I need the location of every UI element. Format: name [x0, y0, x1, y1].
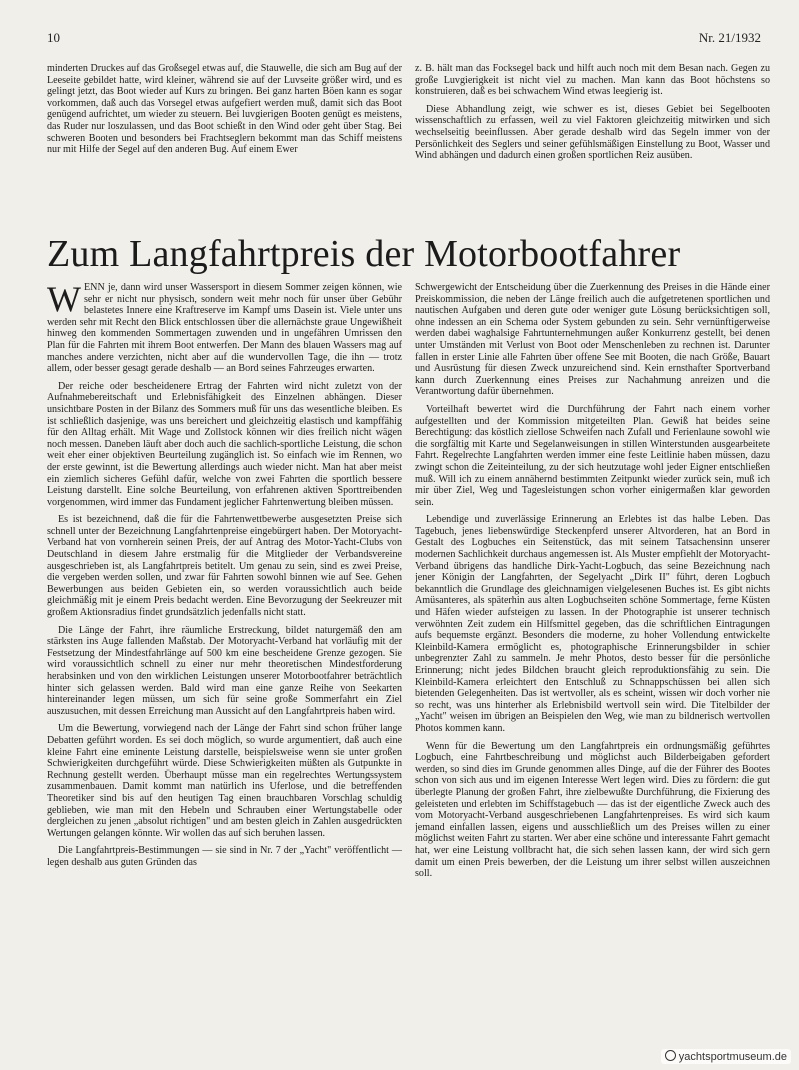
top-right-paragraph: z. B. hält man das Focksegel back und hilft auch noch mit dem Besan nach. Gegen zu große Luvgierigkeit ist nicht viel zu machen. Man kann das Boot höchstens so konstruieren, daß es bei schwachem Wind etwas leegierig ist. — [415, 63, 770, 98]
article-paragraph: Wenn für die Bewertung um den Langfahrtpreis ein ordnungsmäßig geführtes Logbuch, eine Fahrtbeschreibung und möglichst auch Bilderbeigaben gefordert werden, so sind dies im Grunde genommen alles Dinge, auf die der Führer des Bootes schon von sich aus und im eigenen Interesse Wert legen wird. Dies zu fördern: die gut überlegte Planung der großen Fahrt, ihre zielbewußte Durchführung, die Fixierung des geleisteten und erlebten im Schiffstagebuch — das ist der eigentliche Zweck auch des vom Motoryacht-Verband ausgeschriebenen Langfahrtenpreises. Es wird sich kaum jemand einfallen lassen, eigens und ausschließlich um des Preises willen zu einer möglichst weiten Fahrt zu starten. Wer aber eine schöne und interessante Fahrt gemacht hat, wer eine Leistung vollbracht hat, die sich sehen lassen kann, der wird sich gern damit um einen Preis bewerben, der die Leistung um ihrer selbst willen auszeichnen soll. — [415, 740, 770, 880]
article-paragraph: Lebendige und zuverlässige Erinnerung an Erlebtes ist das halbe Leben. Das Tagebuch, jenes liebenswürdige Steckenpferd unserer Altvorderen, hat an Bord in Gestalt des Logbuches ein Seitenstück, das mit seinem Tatsachensinn unserer modernen Sachlichkeit durchaus angemessen ist. Als Muster empfiehlt der Motoryacht-Verband übrigens das handliche Dirk-Yacht-Logbuch, das seine Bezeichnung nach jener Königin der Langfahrten, der Segelyacht „Dirk II" führt, deren Logbuch bekanntlich die Grundlage des gleichnamigen vielgelesenen Buches ist. Es gibt nichts Amüsanteres, als späterhin aus alten Logbuchseiten schöne Sommertage, ferne Küsten und Häfen wieder aufsteigen zu lassen. In der Photographie ist unserer technisch verwöhnten Zeit zudem ein Hilfsmittel gegeben, das die schriftlichen Eintragungen aufs bequemste ergänzt. Besonders die moderne, zu hoher Vollendung entwickelte Kleinbild-Kamera ermöglicht es, photographische Erinnerungsbilder in schier unbegrenzter Zahl zu sammeln. Je mehr Photos, desto besser für die persönliche Erinnerung; nicht jedes Bildchen braucht gleich reproduktionsfähig zu sein. Die Kleinbild-Kamera erleichtert den Entschluß zu Schnappschüssen bei allen sich bietenden Gelegenheiten. Das ist wertvoller, als es scheint, wissen wir doch vorher nie so recht, was uns hinterher als Erlebnisbild wertvoll sein wird. Die Titelbilder der „Yacht" weisen im übrigen an Beispielen den Weg, wie man zu bildnerisch wertvollen Photos kommen kann. — [415, 514, 770, 734]
article-paragraph: Der reiche oder bescheidenere Ertrag der Fahrten wird nicht zuletzt von der Aufnahmebereitschaft und Erlebnisfähigkeit des Einzelnen abhängen. Dieser unsichtbare Posten in der Bilanz des Sommers muß für uns das wesentliche bleiben. Es ist schließlich dasjenige, was uns bereichert und gleichzeitig elastisch und kampffähig für den Alltag erhält. Mit Wage und Zollstock können wir dies freilich nicht wägen noch messen. Daneben läuft aber doch auch die sachlich-sportliche Leistung, die schon weit eher einer objektiven Beurteilung zugänglich ist. So einfach wie im Rennen, wo der erste gewinnt, ist die Bewertung allerdings auch wieder nicht. Man hat aber meist ein ziemlich sicheres Gefühl dafür, welche von zwei Fahrten die sportlich bessere Leistung darstellt. Eine solche Beurteilung, von erfahrenen aktiven Sporttreibenden vorgenommen, wird immer das Fundament jeglicher Fahrtenwertung bleiben müssen. — [47, 380, 402, 508]
article-paragraph: Die Länge der Fahrt, ihre räumliche Erstreckung, bildet naturgemäß den am stärksten ins Auge fallenden Maßstab. Der Motoryacht-Verband hat vorläufig mit der Festsetzung der Mindestfahrlänge auf 500 km eine bescheidene Grenze gezogen. Sie wird voraussichtlich schnell zu einer nur mehr theoretischen Mindestforderung herabsinken und von den wirklichen Leistungen unserer Motorbootfahrer beträchtlich hinter sich gelassen werden. Bald wird man eine ganze Reihe von Seekarten hintereinander legen müssen, um sich für seine große Sommerfahrt ein Ziel auszusuchen, mit dessen Erreichung man Aussicht auf den Langfahrtpreis haben wird. — [47, 624, 402, 717]
issue-number: Nr. 21/1932 — [698, 30, 761, 45]
drop-cap: W — [47, 282, 81, 319]
top-left-column — [47, 63, 402, 203]
top-right-paragraph: Diese Abhandlung zeigt, wie schwer es ist, dieses Gebiet bei Segelbooten wissenschaftlich zu erfassen, weil zu viel Faktoren gleichzeitig mitwirken und sich wechselseitig beeinflussen. Aber gerade deshalb wird das Segeln immer von der Persönlichkeit des Seglers und seiner gefühlsmäßigen Einstellung zu Boot, Wasser und Wind abhängen und dadurch einen großen sportlichen Reiz ausüben. — [415, 103, 770, 162]
article-paragraph: Schwergewicht der Entscheidung über die Zuerkennung des Preises in die Hände einer Preiskommission, die neben der Länge freilich auch die aufgetretenen sportlichen und nautischen Aufgaben und deren gute oder weniger gute Lösung berücksichtigen soll, ohne indessen an ein Schema oder System gebunden zu sein. Sehr vernünftigerweise werden dabei waghalsige Fahrtunternehmungen außer Konkurrenz gestellt, bei denen unter Umständen mit Verlust von Boot oder Menschenleben zu rechnen ist. Darunter fallen in erster Linie alle Fahrten über offene See mit Booten, die nach Größe, Bauart und Ausrüstung für diesen Zweck unzureichend sind. Kein ernsthafter Sportverband kann durch Zuerkennung eines Preises zur Nachahmung anreizen und die Verantwortung dafür übernehmen. — [415, 282, 770, 398]
article-paragraph: Um die Bewertung, vorwiegend nach der Länge der Fahrt sind schon früher lange Debatten geführt worden. Es sei doch möglich, so wurde argumentiert, daß auch eine kleine Fahrt eine eminente Leistung darstelle, beispielsweise wenn sie unter großen Schwierigkeiten durchgeführt würde. Diese Schwierigkeiten müßten als Gutpunkte in Rechnung gestellt werden. Überhaupt müsse man ein regelrechtes Wertungssystem zusammenbauen. Damit kommt man natürlich ins Uferlose, und die betreffenden Theoretiker sind bis auf den heutigen Tag einen brauchbaren Vorschlag schuldig geblieben, wie man mit den Hebeln und Schrauben einer Wertungstabelle oder dergleichen zu jenen „absolut richtigen" und am besten gleich in Zahlen ausgedrückten Wertungen gelangen könnte. Wir wollen das auf sich beruhen lassen. — [47, 723, 402, 839]
lead-text: ENN je, dann wird unser Wassersport in diesem Sommer zeigen können, wie sehr er nicht nur physisch, sondern weit mehr noch für unser über Gebühr belastetes Innere eine Kraftreserve im Kampf ums Dasein ist. Viele unter uns werden sehr mit Recht den Blick entschlossen über die allernächste graue Ungewißheit hinweg den kommenden Sommertagen zuwenden und in ungefähren Umrissen den Plan für die Fahrten mit ihrem Boot entwerfen. Der Mann des blauen Wassers mag auf manches andere verzichten, nicht aber auf die wundervollen Tage, die ihn — trotz allem, oder besser gesagt gerade deshalb — an Bord seines Fahrzeuges erwarten. — [47, 282, 402, 375]
article-title: Zum Langfahrtpreis der Motorbootfahrer — [47, 233, 681, 275]
page-number: 10 — [47, 30, 60, 45]
watermark-text: yachtsportmuseum.de — [678, 1051, 787, 1063]
article-lead-paragraph — [47, 282, 402, 375]
article-paragraph: Die Langfahrtpreis-Bestimmungen — sie sind in Nr. 7 der „Yacht" veröffentlicht — legen deshalb aus guten Gründen das — [47, 845, 402, 868]
article-left-column — [47, 282, 402, 1027]
top-left-paragraph: minderten Druckes auf das Großsegel etwas auf, die Stauwelle, die sich am Bug auf der Leeseite gebildet hatte, wird kleiner, während sie auf der Luvseite größer wird, und es gelingt jetzt, das Boot wieder auf Kurs zu bringen. Bei ganz harten Böen kann es sogar vorkommen, daß auch das Vorsegel etwas aufgefiert werden muß, damit sich das Boot genügend aufrichtet, um wieder zu steuern. Bei luvgierigen Booten genügt es meistens, das Ruder nur loszulassen, und das Boot schießt in den Wind oder geht über Stag. Bei schweren Booten und besonders bei Frachtseglern bekommt man das Schiff meistens nur mit Hilfe der Segel auf den anderen Bug. Auf einem Ewer — [47, 63, 402, 156]
article-paragraph: Es ist bezeichnend, daß die für die Fahrtenwettbewerbe ausgesetzten Preise sich schnell unter der Bezeichnung Langfahrtenpreise eingebürgert haben. Der Motoryacht-Verband hat von vornherein seinen Preis, der auf Antrag des Motor-Yacht-Clubs von Deutschland in diesem Jahre erstmalig für die Mitglieder der Verbandsvereine ausgeschrieben ist, als Langfahrtpreis betitelt. Um genau zu sein, sind es zwei Preise, die vergeben werden sollen, und zwar für Fahrten sowohl binnen wie auf See. Gehen Bewerbungen aus beiden Gebieten ein, so werden voraussichtlich auch beide gleichmäßig mit je einem Preis bedacht werden. Eine Bevorzugung der Seekreuzer mit großem Aktionsradius findet grundsätzlich jedenfalls nicht statt. — [47, 514, 402, 619]
watermark — [661, 1049, 791, 1064]
article-paragraph: Vorteilhaft bewertet wird die Durchführung der Fahrt nach einem vorher aufgestellten und der Kommission mitgeteilten Plan. Gewiß hat beides seine Berechtigung: das köstlich ziellose Schweifen nach Zufall und Ferienlaune sowohl wie die sorgfältig mit Karte und Segelanweisungen in stillen Winterstunden ausgearbeitete Fahrt. Regelrechte Langfahrten werden immer eine feste Leitlinie haben müssen, dazu zwingt schon die Zeiteinteilung, zu der sich heutzutage wohl jeder Eigner entschließen muß. Will ich zu einem annähernd bestimmten Zeitpunkt wieder zurück sein, muß ich mir über Ziel, Weg und Tagesleistungen schon vorher einigermaßen klar geworden sein. — [415, 403, 770, 508]
article-right-column — [415, 282, 770, 1027]
copyright-icon — [665, 1050, 676, 1061]
top-right-column — [415, 63, 770, 203]
